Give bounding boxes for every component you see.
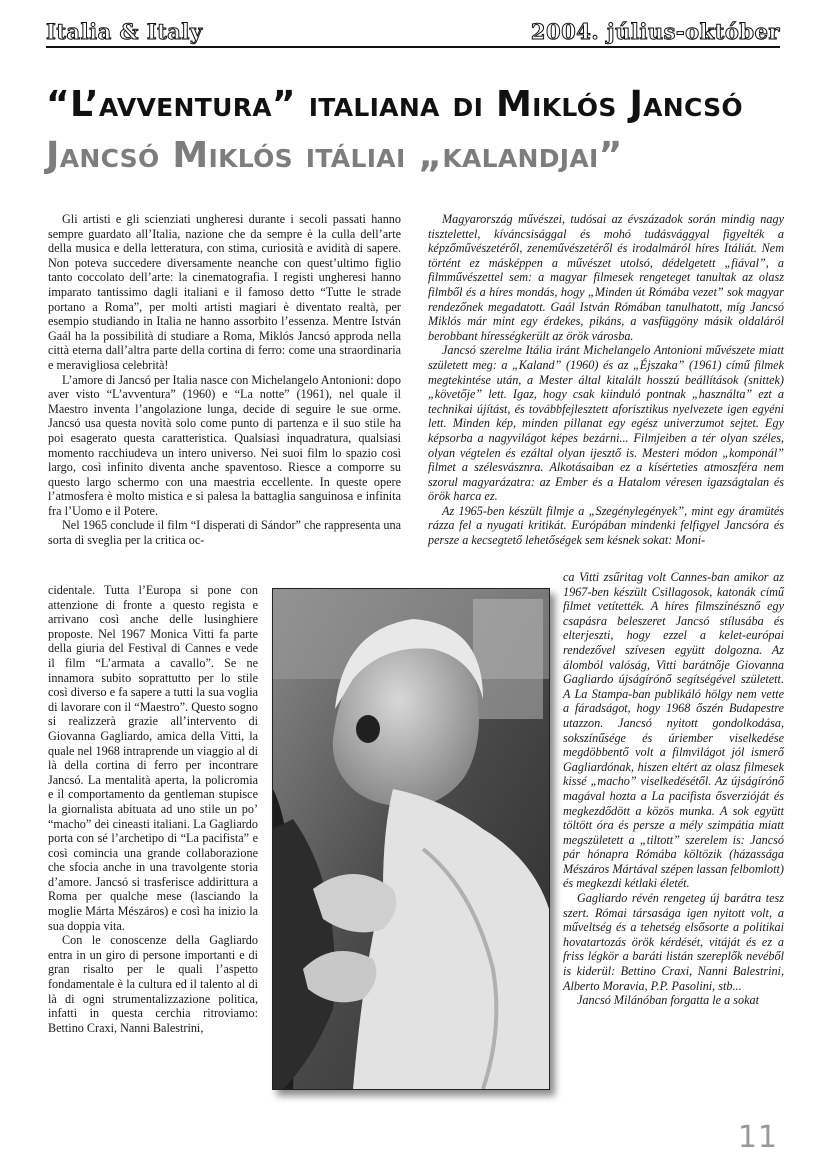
italian-paragraph: cidentale. Tutta l’Europa si pone con attenzione di fronte a questo regista e arrivano così anche delle lusinghiere proposte. Nel 1967 Monica Vitti fa parte della giuria del Festival di Cannes e vede il film “L’armata a cavallo”. Se ne innamora subito soprattutto per lo stile così diverso e fa sapere a tutti la sua voglia di lavorare con il “Maestro”. Questo sogno si realizzerà grazie all’intervento di Giovanna Gagliardo, amica della Vitti, la quale nel 1968 intraprende un viaggio al di là della cortina di ferro per incontrare Jancsó. La mentalità aperta, la policromia e il comportamento da gentleman stupisce la giornalista abituata ad uno stile un po’ “macho” dei cineasti italiani. La Gagliardo porta con sé l’archetipo di “La pacifista” e così comincia una grande collaborazione che sfocia anche in una travolgente storia d’amore. Jancsó si trasferisce addirittura a Roma per qualche mese (lasciando la moglie Márta Mészáros) e così ha inizio la sua doppia vita. [48, 583, 258, 933]
photo-illustration [273, 589, 549, 1089]
portrait-photo [272, 588, 550, 1090]
hungarian-column [428, 212, 784, 548]
hungarian-paragraph: ca Vitti zsűritag volt Cannes-ban amikor az 1967-ben készült Csillagosok, katonák című filmet vetítették. A híres filmszínésznő egy csapásra beleszeret Jancsó stílusába és elterjeszti, hogy ezzel a kelet-európai rendezővel szívesen együtt dolgozna. Az álomból valóság, Vitti barátnője Giovanna Gagliardo újságírónő segítségével született. A La Stampa-ban publikáló hölgy nem vette a fáradságot, hogy 1968 őszén Budapestre utazzon. Jancsó nyitott gondolkodása, sokszínűsége és úriember viselkedése megdöbbentő volt a filmvilágot jól ismerő Gagliardónak, hiszen eltért az olasz filmesek kissé „macho” viselkedésétől. Az újságírónő magával hozta a La pacifista ősverzióját és megkezdődött a közös munka. A sok együtt töltött óra és persze a mély szimpátia miatt megszületett a „tiltott” szerelem is: Jancsó pár hónapra Rómába költözik (házassága Mészáros Mártával szépen lassan felbomlott) és megkezdi kétlaki életét. [563, 570, 784, 891]
header-issue-date: 2004. július-október [530, 19, 780, 44]
hungarian-paragraph: Magyarország művészei, tudósai az évszázadok során mindig nagy tisztelettel, kíváncsisággal és mohó tudásvággyal figyelték a képzőművészetéről, zeneművészetéről és irodalmáról híres Itáliát. Nem történt ez másképpen a művészet utolsó, dédelgetett „fiával”, a filmművészettel sem: a magyar filmesek rengeteget tanultak az olasz filmből és a híres mondás, hogy „Minden út Rómába vezet” sok magyar rendezőnek megadatott. Gaál István Rómában tanulhatott, míg Jancsó Miklós már mint egy érdekes, pikáns, a vasfüggöny másik oldaláról berobbant hírességkerült az örök városba. [428, 212, 784, 343]
italian-paragraph: Con le conoscenze della Gagliardo entra in un giro di persone importanti e di gran risalto per le quali l’aspetto fondamentale è la cultura ed il talento al di là di ogni strumentalizzazione politica, infatti in questa cerchia ritroviamo: Bettino Craxi, Nanni Balestrini, [48, 933, 258, 1035]
article-title-hungarian: Jancsó Miklós itáliai „kalandjai” [46, 135, 623, 176]
header-magazine-name: Italia & Italy [46, 19, 203, 44]
italian-column [48, 212, 401, 548]
italian-paragraph: Gli artisti e gli scienziati ungheresi durante i secoli passati hanno sempre guardato all’Italia, nazione che da sempre è la culla dell’arte della musica e della letteratura, con stima, curiosità e avidità di sapere. Non poteva succedere diversamente neanche con quest’ultimo figlio tanto coccolato dell’arte: la cinematografia. I registi ungheresi hanno imparato tantissimo dagli italiani e il famoso detto “Tutte le strade portano a Roma”, per molti artisti magiari è diventato realtà, per esempio studiando in Italia ne hanno assorbito l’essenza. Mentre István Gaál ha la possibilità di studiare a Roma, Miklós Jancsó approda nella città eterna dall’altra parte della cortina di ferro: come una straordinaria e meravigliosa celebrità! [48, 212, 401, 372]
hungarian-column-wrap [563, 570, 784, 1008]
hungarian-paragraph: Gagliardo révén rengeteg új barátra tesz szert. Római társasága igen nyitott volt, a műveltség és a tehetség elsősorte a politikai hovatartozás örök kérdését, vitáját és ez a friss légkör a baráti listán szereplők nevéből is kiderül: Bettino Craxi, Nanni Balestrini, Alberto Moravia, P.P. Pasolini, stb... [563, 891, 784, 993]
italian-paragraph: L’amore di Jancsó per Italia nasce con Michelangelo Antonioni: dopo aver visto “L’avventura” (1960) e “La notte” (1961), nel quale il Maestro inventa l’angolazione lunga, decide di seguire le sue orme. Jancsó usa questa novità solo come punto di partenza e il suo stile ha poi esagerato questa caratteristica. Qualsiasi inquadratura, qualsiasi momento racchiudeva un intero universo. Nei suoi film lo spazio così largo, così infinito diventa anche spaventoso. Riesce a comporre su questo largo schermo con una maestria eccellente. In queste opere l’atmosfera è molto mistica e si palesa la battaglia sanguinosa e infinita fra l’Uomo e il Potere. [48, 372, 402, 518]
italian-paragraph: Nel 1965 conclude il film “I disperati di Sándor” che rappresenta una sorta di sveglia per la critica oc- [48, 518, 401, 548]
hungarian-paragraph: Jancsó Milánóban forgatta le a sokat [577, 993, 760, 1008]
article-title-italian: “L’avventura” italiana di Miklós Jancsó [46, 84, 743, 125]
hungarian-paragraph: Az 1965-ben készült filmje a „Szegénylegények”, mint egy áramütés rázza fel a nyugati kritikát. Európában mindenki felfigyel Jancsóra és persze a kecsegtető lehetőségek sem késnek sokat: Moni- [428, 503, 784, 548]
running-header [46, 18, 780, 48]
page-number: 11 [737, 1120, 778, 1155]
hungarian-paragraph: Jancsó szerelme Itália iránt Michelangelo Antonioni művészete miatt született meg: a „Kaland” (1960) és az „Éjszaka” (1961) című filmek megtekintése után, a Mester által kitalált hosszú beállítások (snittek) „követője” lett. Igaz, hogy csak kiinduló pontnak „használta” ezt a technikai újítást, és továbbfejlesztett aforisztikus nyelvezete igen egyéni lett. Minden kép, minden pillanat egy egész univerzumot sejtet. Egy képsorba a nagyvilágot képes bezárni... Filmjeiben a tér olyan széles, olyan végtelen és ezáltal olyan ijesztő is. Mesteri módon „komponál” filmet a szélesvásznra. Alkotásaiban ez a kísérteties atmoszféra nem szorul magyarázatra: az Ember és a Hatalom véresen igazságtalan és örök harca ez. [428, 343, 784, 504]
italian-column-wrap [48, 583, 258, 1035]
